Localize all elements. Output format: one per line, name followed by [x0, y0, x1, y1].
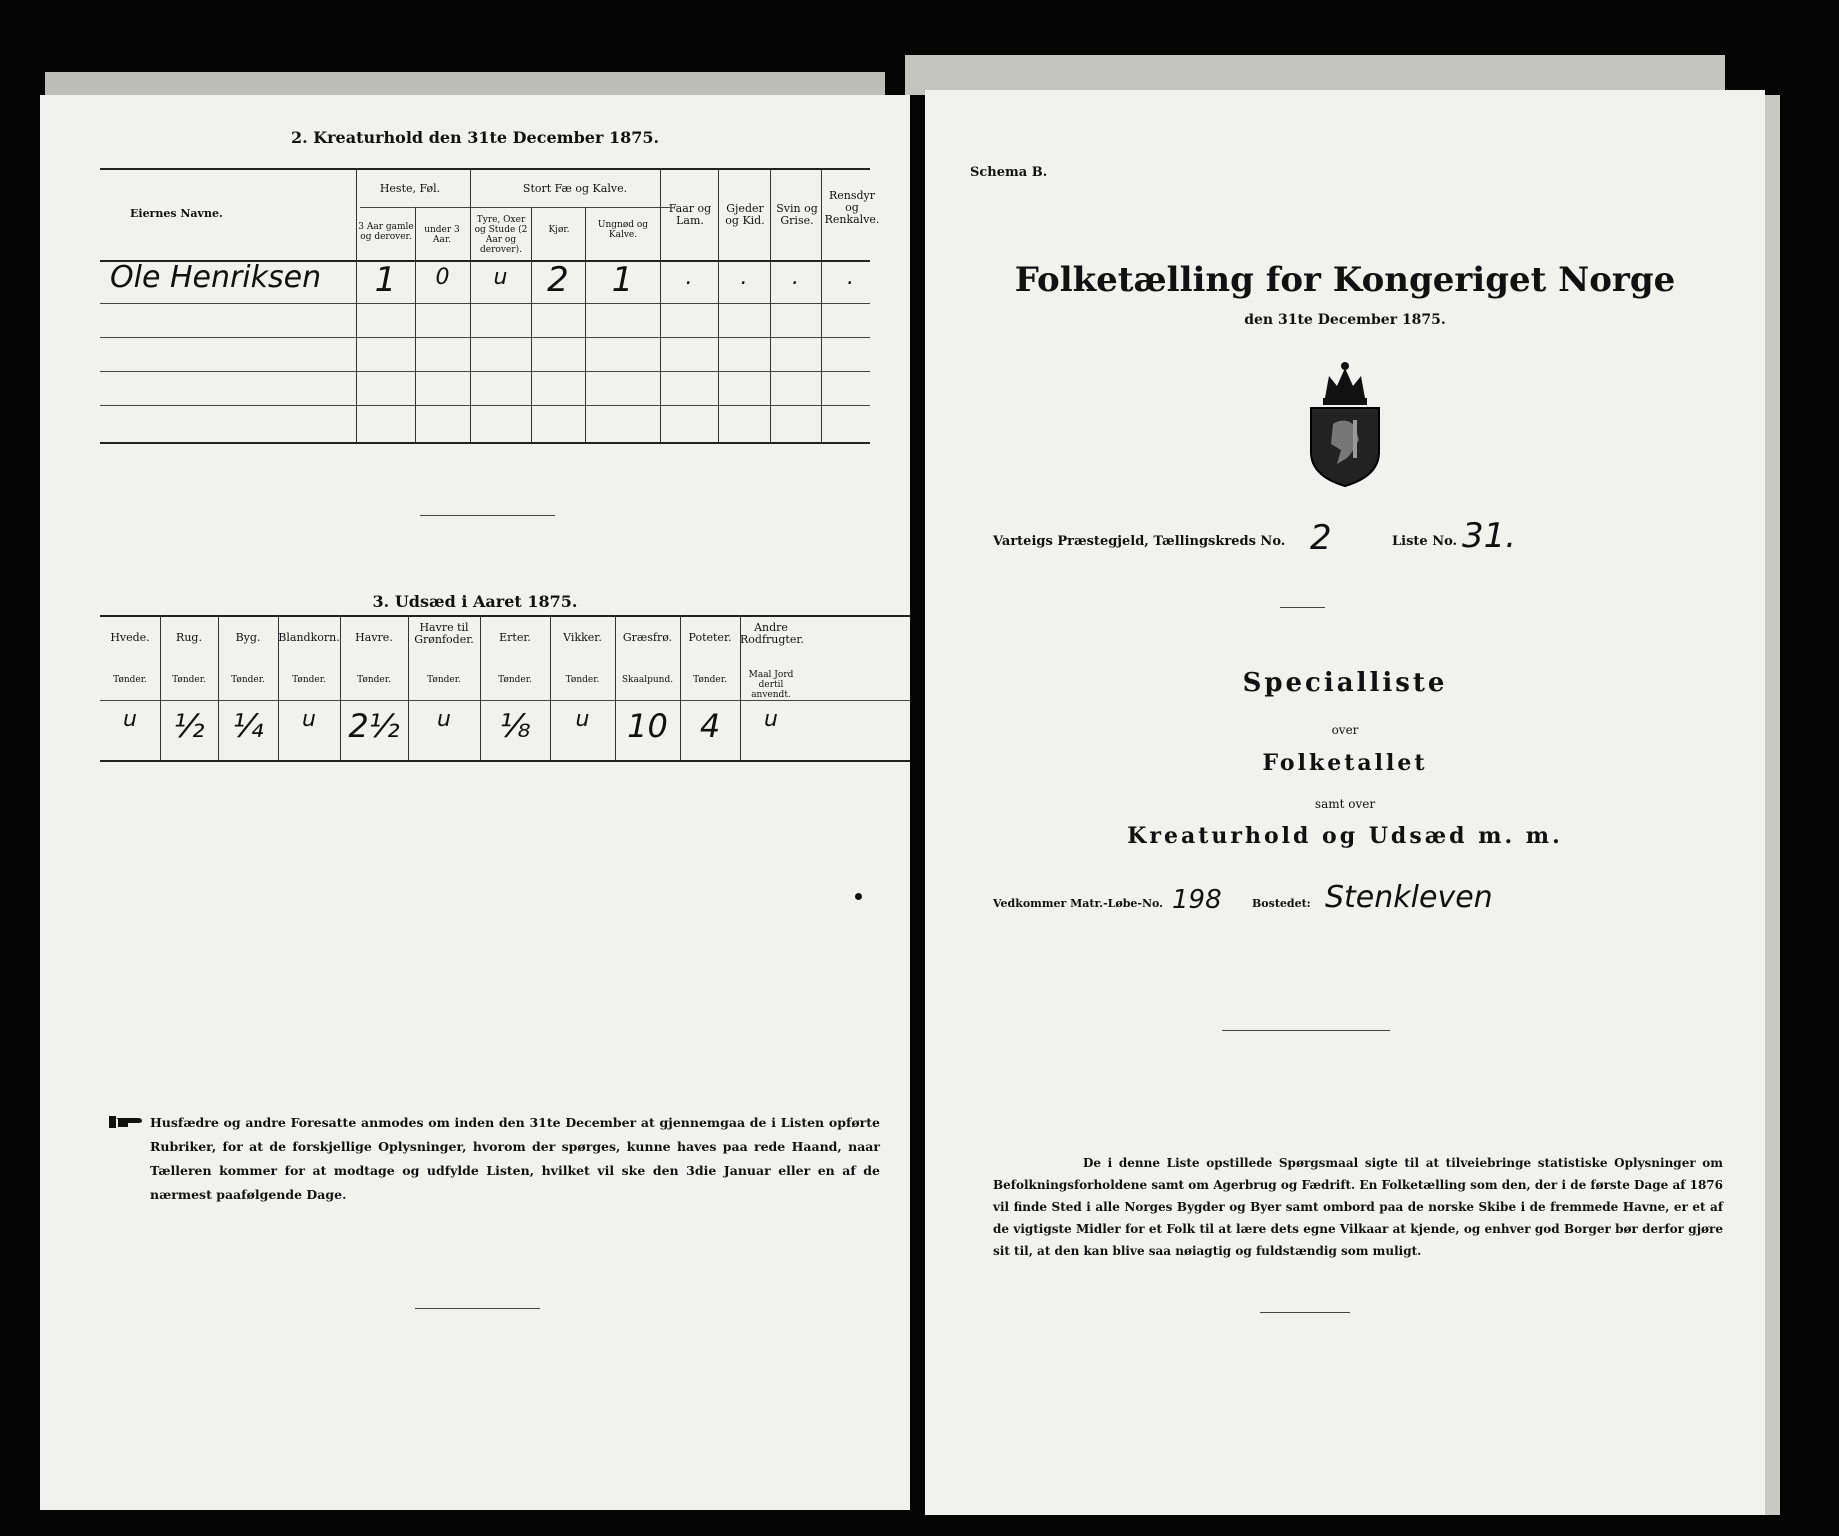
seed-column-line: [615, 615, 616, 760]
census-title: Folketælling for Kongeriget Norge: [1014, 260, 1676, 300]
cattle-sub2: Kjør.: [548, 225, 570, 235]
horses-under3: 0: [435, 265, 450, 290]
seed-unit: Tønder.: [357, 675, 391, 685]
owner-header: Eiernes Navne.: [130, 207, 223, 220]
seed-header: Vikker.: [563, 631, 602, 644]
seed-column-line: [160, 615, 161, 760]
right-page: [925, 90, 1765, 1515]
seed-value: 4: [699, 707, 721, 745]
footer-text: De i denne Liste opstillede Spørgsmaal sigte til at tilveiebringe statistiske Oplysninger om Befolkningsforholdene samt om Agerbrug og Fædrift. En Folketælling som den, der i de første Dage af 1876 vil finde Sted i alle Norges Bygder og Byer samt ombord paa de norske Skibe i de fremmede Havne, er et af de vigtigste Midler for et Folk til at lære dets egne Vilkaar at kjende, og enhver god Borger bør derfor gjøre sit til, at den kan blive saa nøiagtig og fuldstændig som muligt.: [993, 1156, 1723, 1258]
reindeer-value: ․: [846, 265, 855, 290]
section2-title: 2. Kreaturhold den 31te December 1875.: [290, 128, 660, 147]
over-label: over: [1331, 723, 1359, 737]
seed-value: u: [764, 707, 778, 732]
seed-value: ½: [173, 707, 205, 745]
specialliste-heading: Specialliste: [1242, 668, 1448, 698]
seed-column-line: [550, 615, 551, 760]
seed-unit: Tønder.: [565, 675, 600, 685]
seed-value: 2½: [348, 707, 400, 745]
seed-value: u: [437, 707, 451, 732]
seed-unit: Skaalpund.: [621, 675, 674, 685]
cattle-sub1: Tyre, Oxer og Stude (2 Aar og derover).: [474, 215, 528, 255]
pointing-hand-icon: [108, 1113, 144, 1131]
liste-label: Liste No.: [1392, 534, 1458, 549]
seed-value: u: [302, 707, 316, 732]
seed-header: Hvede.: [110, 631, 150, 644]
samt-over-label: samt over: [1314, 797, 1376, 811]
sheep-header: Faar og Lam.: [668, 202, 712, 227]
owner-name: Ole Henriksen: [110, 260, 322, 295]
horses-sub2: under 3 Aar.: [424, 225, 460, 245]
short-divider: [1280, 607, 1325, 608]
horses-3plus: 1: [374, 260, 397, 300]
matr-label: Vedkommer Matr.-Løbe-No.: [993, 897, 1163, 910]
cattle-sub3: Ungnød og Kalve.: [597, 220, 649, 240]
seed-unit: Tønder.: [172, 675, 206, 685]
cows: 2: [547, 260, 569, 300]
section3-title: 3. Udsæd i Aaret 1875.: [372, 592, 578, 611]
seed-column-line: [408, 615, 409, 760]
left-page: [40, 95, 910, 1510]
mid-divider: [1222, 1030, 1390, 1031]
footer-divider: [1260, 1312, 1350, 1313]
seed-header: Poteter.: [688, 631, 732, 644]
sheep-value: ․: [685, 265, 693, 290]
horses-sub1: 3 Aar gamle og derover.: [358, 222, 414, 242]
seed-value: ¼: [232, 707, 264, 745]
seed-unit: Tønder.: [231, 675, 265, 685]
schema-label: Schema B.: [970, 165, 1048, 180]
census-date: den 31te December 1875.: [1244, 312, 1446, 328]
notice-text: Husfædre og andre Foresatte anmodes om inden den 31te December at gjennemgaa de i Listen opførte Rubriker, for at de forskjellige Oplysninger, hvorom der spørges, kunne haves paa rede Haand, naar Tælleren kommer for at modtage og udfylde Listen, hvilket vil ske den 3die Januar eller en af de nærmest paafølgende Dage.: [150, 1115, 880, 1202]
seed-header: Græsfrø.: [622, 631, 673, 644]
parish-label: Varteigs Præstegjeld, Tællingskreds No.: [993, 534, 1286, 549]
ink-dot: [855, 893, 862, 900]
bostedet-label: Bostedet:: [1252, 897, 1311, 910]
folketallet-label: Folketallet: [1262, 750, 1428, 776]
seed-header: Blandkorn.: [278, 631, 340, 644]
seed-value: u: [123, 707, 137, 732]
seed-unit: Tønder.: [427, 675, 461, 685]
seed-value: ⅛: [499, 707, 531, 745]
seed-value: 10: [627, 707, 668, 745]
pigs-value: ․: [791, 265, 800, 290]
young-cattle: 1: [611, 260, 634, 300]
seed-unit: Tønder.: [693, 675, 727, 685]
pigs-header: Svin og Grise.: [776, 202, 818, 227]
seed-column-line: [740, 615, 741, 760]
seed-column-line: [340, 615, 341, 760]
seed-header: Rug.: [176, 631, 202, 644]
seed-column-line: [218, 615, 219, 760]
right-page-edge: [905, 55, 1725, 95]
seed-header: Havre.: [355, 631, 393, 644]
seed-column-line: [480, 615, 481, 760]
seed-unit: Tønder.: [498, 675, 532, 685]
kreaturhold-label: Kreaturhold og Udsæd m. m.: [1127, 823, 1563, 849]
liste-no: 31.: [1462, 516, 1517, 556]
matr-no: 198: [1172, 885, 1222, 915]
seed-header: Andre Rodfrugter.: [740, 621, 804, 646]
coat-of-arms: [1303, 360, 1387, 488]
bulls-oxen: u: [493, 265, 508, 290]
cattle-header: Stort Fæ og Kalve.: [522, 182, 628, 195]
goats-value: ․: [740, 265, 748, 290]
seed-header: Byg.: [235, 631, 261, 644]
bostedet-value: Stenkleven: [1325, 880, 1493, 915]
seed-value: u: [575, 707, 590, 732]
seed-column-line: [680, 615, 681, 760]
seed-header: Havre til Grønfoder.: [414, 621, 474, 646]
reindeer-header: Rensdyr og Renkalve.: [824, 189, 880, 226]
seed-unit: Tønder.: [113, 675, 147, 685]
seed-unit: Maal Jord dertil anvendt.: [748, 670, 794, 700]
seed-column-line: [278, 615, 279, 760]
seed-header: Erter.: [499, 631, 531, 644]
divider: [420, 515, 555, 516]
goats-header: Gjeder og Kid.: [725, 202, 765, 227]
kreds-no: 2: [1310, 518, 1332, 558]
seed-unit: Tønder.: [292, 675, 326, 685]
bottom-divider: [415, 1308, 540, 1309]
horses-header: Heste, Føl.: [379, 182, 441, 195]
